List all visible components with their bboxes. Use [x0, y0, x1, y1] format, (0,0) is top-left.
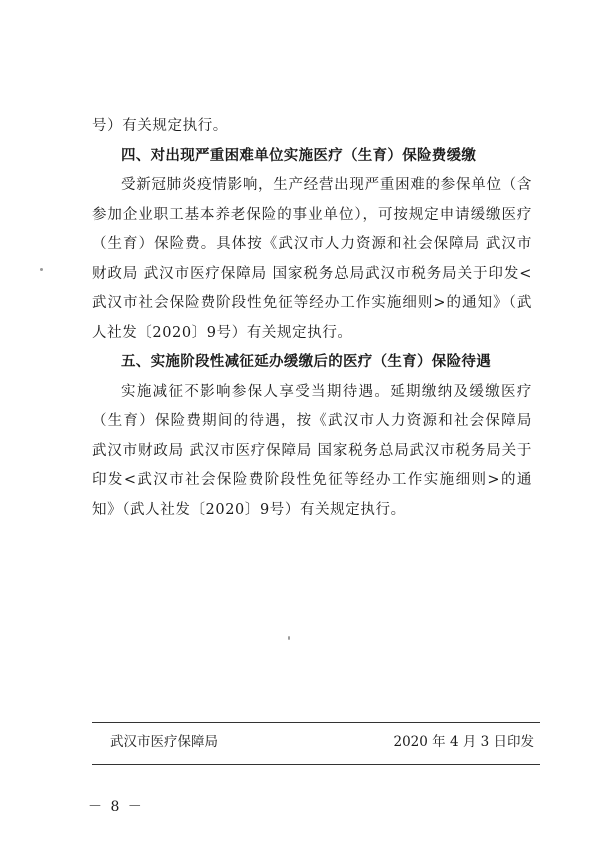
section-5-heading: 五、实施阶段性减征延办缓缴后的医疗（生育）保险待遇 — [121, 354, 491, 370]
issue-date: 2020 年 4 月 3 日印发 — [393, 734, 534, 750]
issuer-name: 武汉市医疗保障局 — [110, 734, 218, 750]
page-number: － 8 － — [88, 799, 144, 815]
scan-speck — [40, 268, 43, 271]
section-4-heading: 四、对出现严重困难单位实施医疗（生育）保险费缓缴 — [121, 147, 477, 164]
footer-top-rule — [92, 722, 540, 723]
continuation-text: 号）有关规定执行。 — [92, 118, 228, 134]
footer-issuance — [110, 730, 534, 750]
section-4-paragraph: 受新冠肺炎疫情影响，生产经营出现严重困难的参保单位（含参加企业职工基本养老保险的事业单位），可按规定申请缓缴医疗（生育）保险费。具体按《武汉市人力资源和社会保障局 武汉市财政局 武汉市医疗保障局 国家税务总局武汉市税务局关于印发<武汉市社会保险费阶段性免征等经办工作实施细则>的通知》（武人社发〔2020〕9号）有关规定执行。 — [92, 177, 532, 341]
document-body — [92, 112, 532, 525]
section-5-paragraph: 实施减征不影响参保人享受当期待遇。延期缴纳及缓缴医疗（生育）保险费期间的待遇，按《武汉市人力资源和社会保障局 武汉市财政局 武汉市医疗保障局 国家税务总局武汉市税务局关于印发<武汉市社会保险费阶段性免征等经办工作实施细则>的通知》（武人社发〔2020〕9号）有关规定执行。 — [92, 383, 532, 518]
scan-speck — [288, 636, 290, 640]
footer-bottom-rule — [92, 764, 540, 765]
